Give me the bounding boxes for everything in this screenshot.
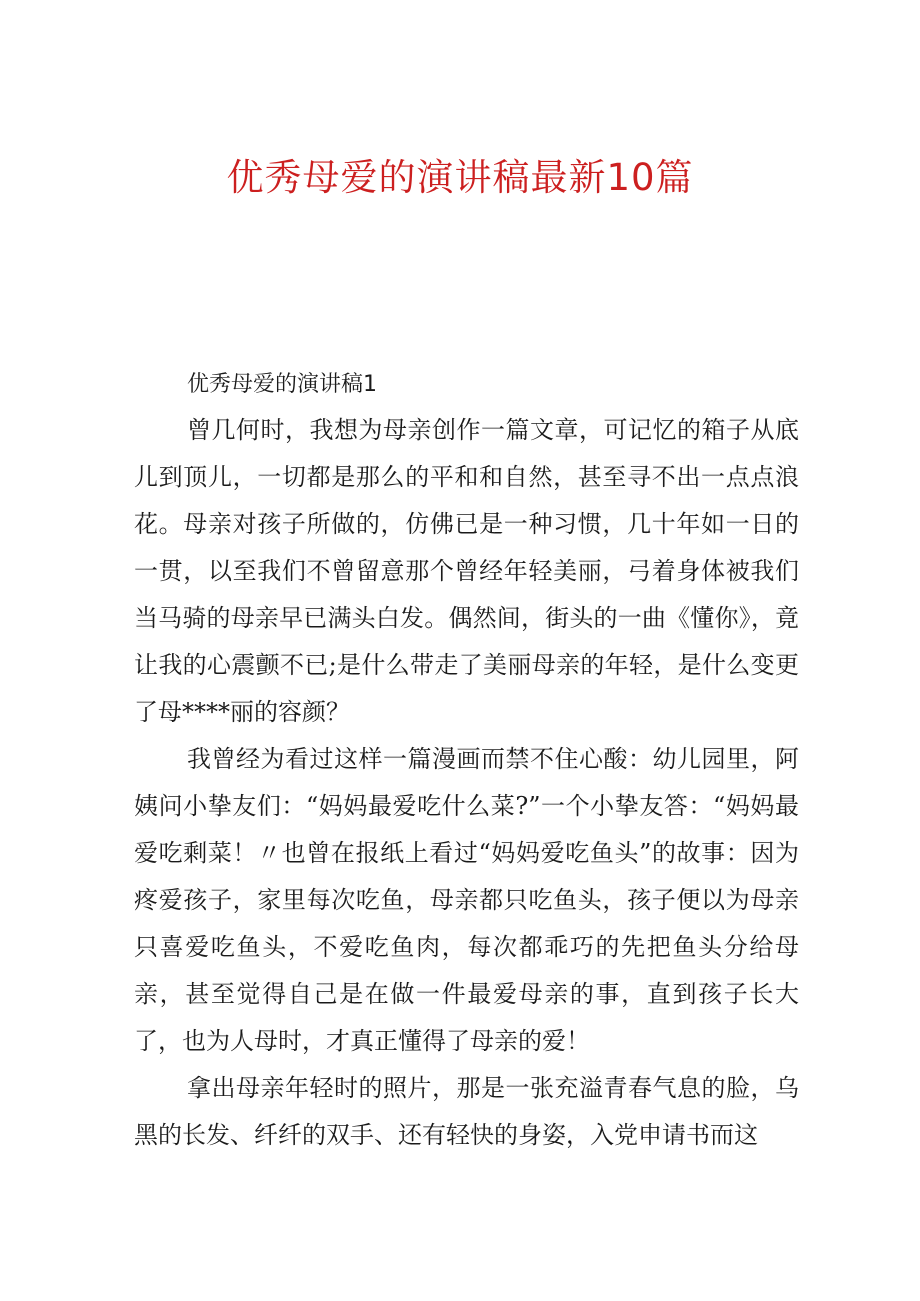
document-body bbox=[134, 365, 799, 1159]
section-heading: 优秀母爱的演讲稿1 bbox=[187, 372, 377, 397]
paragraph-3: 拿出母亲年轻时的照片，那是一张充溢青春气息的脸，乌黑的长发、纤纤的双手、还有轻快的身姿，入党申请书而这 bbox=[134, 1074, 799, 1149]
paragraph-1: 曾几何时，我想为母亲创作一篇文章，可记忆的箱子从底儿到顶儿，一切都是那么的平和和自然，甚至寻不出一点点浪花。母亲对孩子所做的，仿佛已是一种习惯，几十年如一日的一贯，以至我们不曾留意那个曾经年轻美丽，弓着身体被我们当马骑的母亲早已满头白发。偶然间，街头的一曲《懂你》，竟让我的心震颤不已;是什么带走了美丽母亲的年轻，是什么变更了母****丽的容颜？ bbox=[134, 416, 799, 726]
paragraph-2: 我曾经为看过这样一篇漫画而禁不住心酸：幼儿园里，阿姨问小挚友们：“妈妈最爱吃什么菜?”一个小挚友答：“妈妈最爱吃剩菜！〃也曾在报纸上看过“妈妈爱吃鱼头”的故事：因为疼爱孩子，家里每次吃鱼，母亲都只吃鱼头，孩子便以为母亲只喜爱吃鱼头，不爱吃鱼肉，每次都乖巧的先把鱼头分给母亲，甚至觉得自己是在做一件最爱母亲的事，直到孩子长大了，也为人母时，才真正懂得了母亲的爱！ bbox=[134, 745, 799, 1055]
document-title: 优秀母爱的演讲稿最新10篇 bbox=[226, 156, 694, 199]
